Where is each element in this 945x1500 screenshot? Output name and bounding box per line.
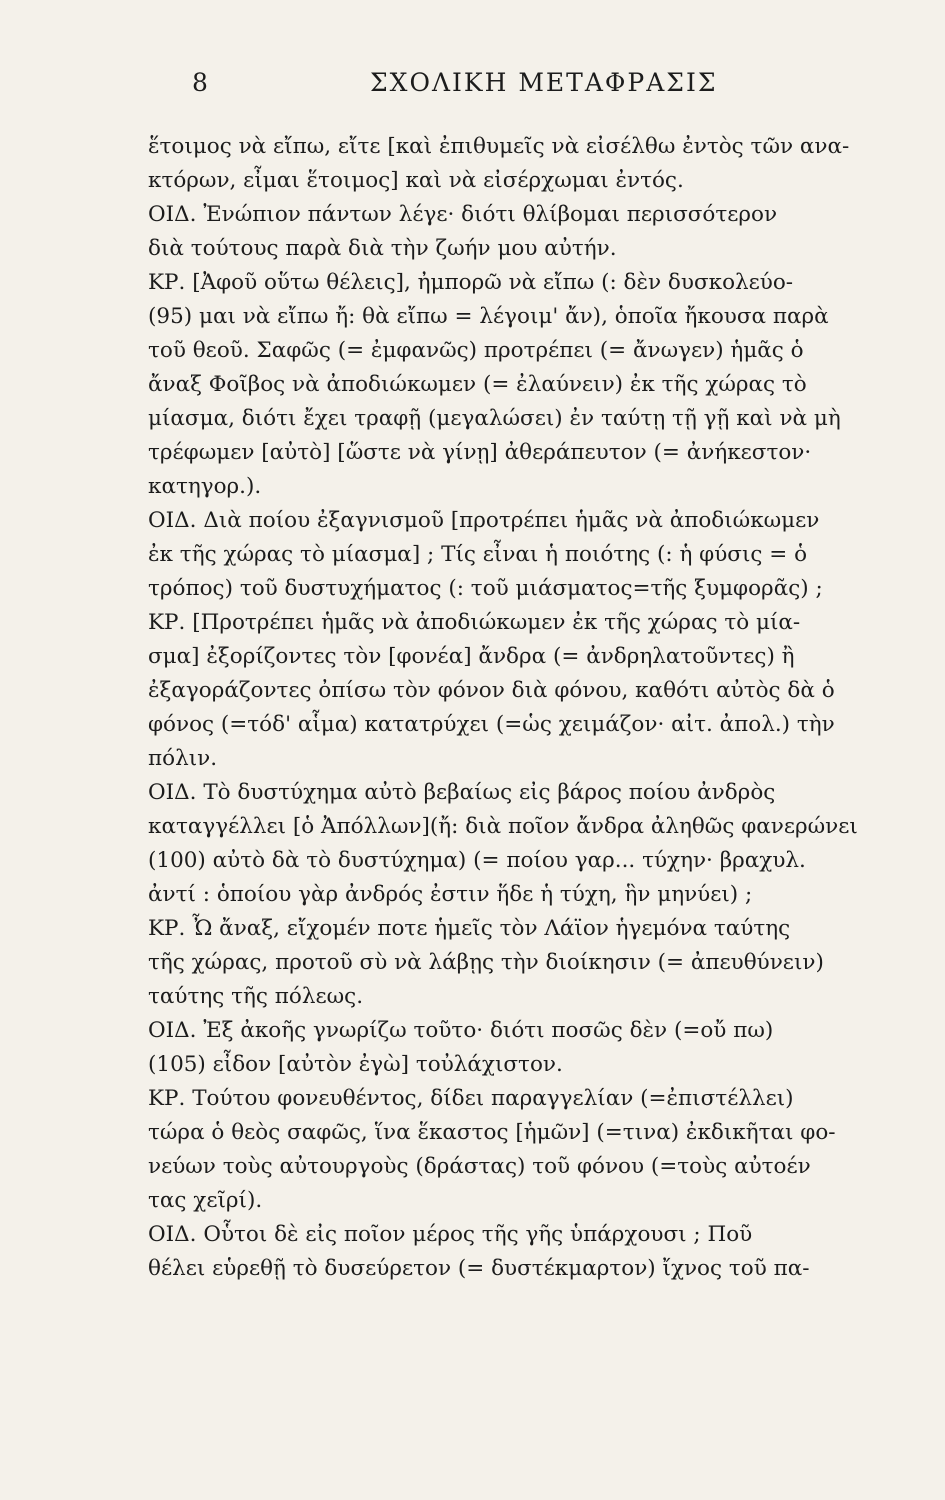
text-line: κτόρων, εἶμαι ἕτοιμος] καὶ νὰ εἰσέρχωμαι ἐντός. [148, 168, 684, 193]
text-line: ἐξαγοράζοντες ὀπίσω τὸν φόνον διὰ φόνου, καθότι αὐτὸς δὰ ὁ [148, 678, 835, 703]
text-line: φόνος (=τόδ' αἷμα) κατατρύχει (=ὡς χειμάζον· αἰτ. ἀπολ.) τὴν [148, 712, 835, 737]
text-line: ΟΙΔ. Οὗτοι δὲ εἰς ποῖον μέρος τῆς γῆς ὑπάρχουσι ; Ποῦ [148, 1222, 753, 1247]
text-line: ΟΙΔ. Ἐξ ἀκοῆς γνωρίζω τοῦτο· διότι ποσῶς δὲν (=οὔ πω) [148, 1018, 774, 1043]
text-line: θέλει εὑρεθῇ τὸ δυσεύρετον (= δυστέκμαρτον) ἴχνος τοῦ πα- [148, 1256, 810, 1281]
body-text [148, 130, 918, 1286]
text-line: καταγγέλλει [ὁ Ἀπόλλων](ἤ: διὰ ποῖον ἄνδρα ἀληθῶς φανερώνει [148, 814, 858, 839]
text-line: νεύων τοὺς αὐτουργοὺς (δράστας) τοῦ φόνου (=τοὺς αὐτοέν [148, 1154, 811, 1179]
text-line: ΟΙΔ. Διὰ ποίου ἐξαγνισμοῦ [προτρέπει ἡμᾶς νὰ ἀποδιώκωμεν [148, 508, 820, 533]
text-line: (95) μαι νὰ εἴπω ἤ: θὰ εἴπω = λέγοιμ' ἄν), ὁποῖα ἤκουσα παρὰ [148, 304, 829, 329]
text-line: τρέφωμεν [αὐτὸ] [ὥστε νὰ γίνῃ] ἀθεράπευτον (= ἀνήκεστον· [148, 440, 812, 465]
text-line: ἐκ τῆς χώρας τὸ μίασμα] ; Τίς εἶναι ἡ ποιότης (: ἡ φύσις = ὁ [148, 542, 808, 567]
text-line: (100) αὐτὸ δὰ τὸ δυστύχημα) (= ποίου γαρ... τύχην· βραχυλ. [148, 848, 806, 873]
text-line: ΚΡ. [Προτρέπει ἡμᾶς νὰ ἀποδιώκωμεν ἐκ τῆς χώρας τὸ μία- [148, 610, 801, 635]
text-line: ΚΡ. Τούτου φονευθέντος, δίδει παραγγελίαν (=ἐπιστέλλει) [148, 1086, 794, 1111]
text-line: ἄναξ Φοῖβος νὰ ἀποδιώκωμεν (= ἐλαύνειν) ἐκ τῆς χώρας τὸ [148, 372, 807, 397]
running-title: ΣΧΟΛΙΚΗ ΜΕΤΑΦΡΑΣΙΣ [370, 68, 718, 97]
text-line: πόλιν. [148, 746, 218, 771]
text-line: ΟΙΔ. Τὸ δυστύχημα αὐτὸ βεβαίως εἰς βάρος ποίου ἀνδρὸς [148, 780, 776, 805]
text-line: ΚΡ. Ὦ ἄναξ, εἴχομέν ποτε ἡμεῖς τὸν Λάϊον ἡγεμόνα ταύτης [148, 916, 791, 941]
text-line: διὰ τούτους παρὰ διὰ τὴν ζωήν μου αὐτήν. [148, 236, 617, 261]
text-line: τώρα ὁ θεὸς σαφῶς, ἵνα ἕκαστος [ἡμῶν] (=τινα) ἐκδικῆται φο- [148, 1120, 836, 1145]
text-line: ταύτης τῆς πόλεως. [148, 984, 364, 1009]
text-line: (105) εἶδον [αὐτὸν ἐγὼ] τοὐλάχιστον. [148, 1052, 563, 1077]
text-line: τοῦ θεοῦ. Σαφῶς (= ἐμφανῶς) προτρέπει (= ἄνωγεν) ἡμᾶς ὁ [148, 338, 804, 363]
text-line: τῆς χώρας, προτοῦ σὺ νὰ λάβῃς τὴν διοίκησιν (= ἀπευθύνειν) [148, 950, 824, 975]
text-line: τας χεῖρί). [148, 1188, 263, 1213]
text-line: ἀντί : ὁποίου γὰρ ἀνδρός ἐστιν ἥδε ἡ τύχη, ἣν μηνύει) ; [148, 882, 753, 907]
text-line: κατηγορ.). [148, 474, 262, 499]
text-line: σμα] ἐξορίζοντες τὸν [φονέα] ἄνδρα (= ἀνδρηλατοῦντες) ἢ [148, 644, 795, 669]
text-line: τρόπος) τοῦ δυστυχήματος (: τοῦ μιάσματος=τῆς ξυμφορᾶς) ; [148, 576, 823, 601]
text-line: ΚΡ. [Ἀφοῦ οὕτω θέλεις], ἠμπορῶ νὰ εἴπω (: δὲν δυσκολεύο- [148, 270, 794, 295]
text-line: μίασμα, διότι ἔχει τραφῇ (μεγαλώσει) ἐν ταύτῃ τῇ γῇ καὶ νὰ μὴ [148, 406, 841, 431]
page-number: 8 [192, 68, 209, 97]
text-line: ἕτοιμος νὰ εἴπω, εἴτε [καὶ ἐπιθυμεῖς νὰ εἰσέλθω ἐντὸς τῶν ανα- [148, 134, 850, 159]
page-header [0, 68, 945, 108]
text-line: ΟΙΔ. Ἐνώπιον πάντων λέγε· διότι θλίβομαι περισσότερον [148, 202, 778, 227]
